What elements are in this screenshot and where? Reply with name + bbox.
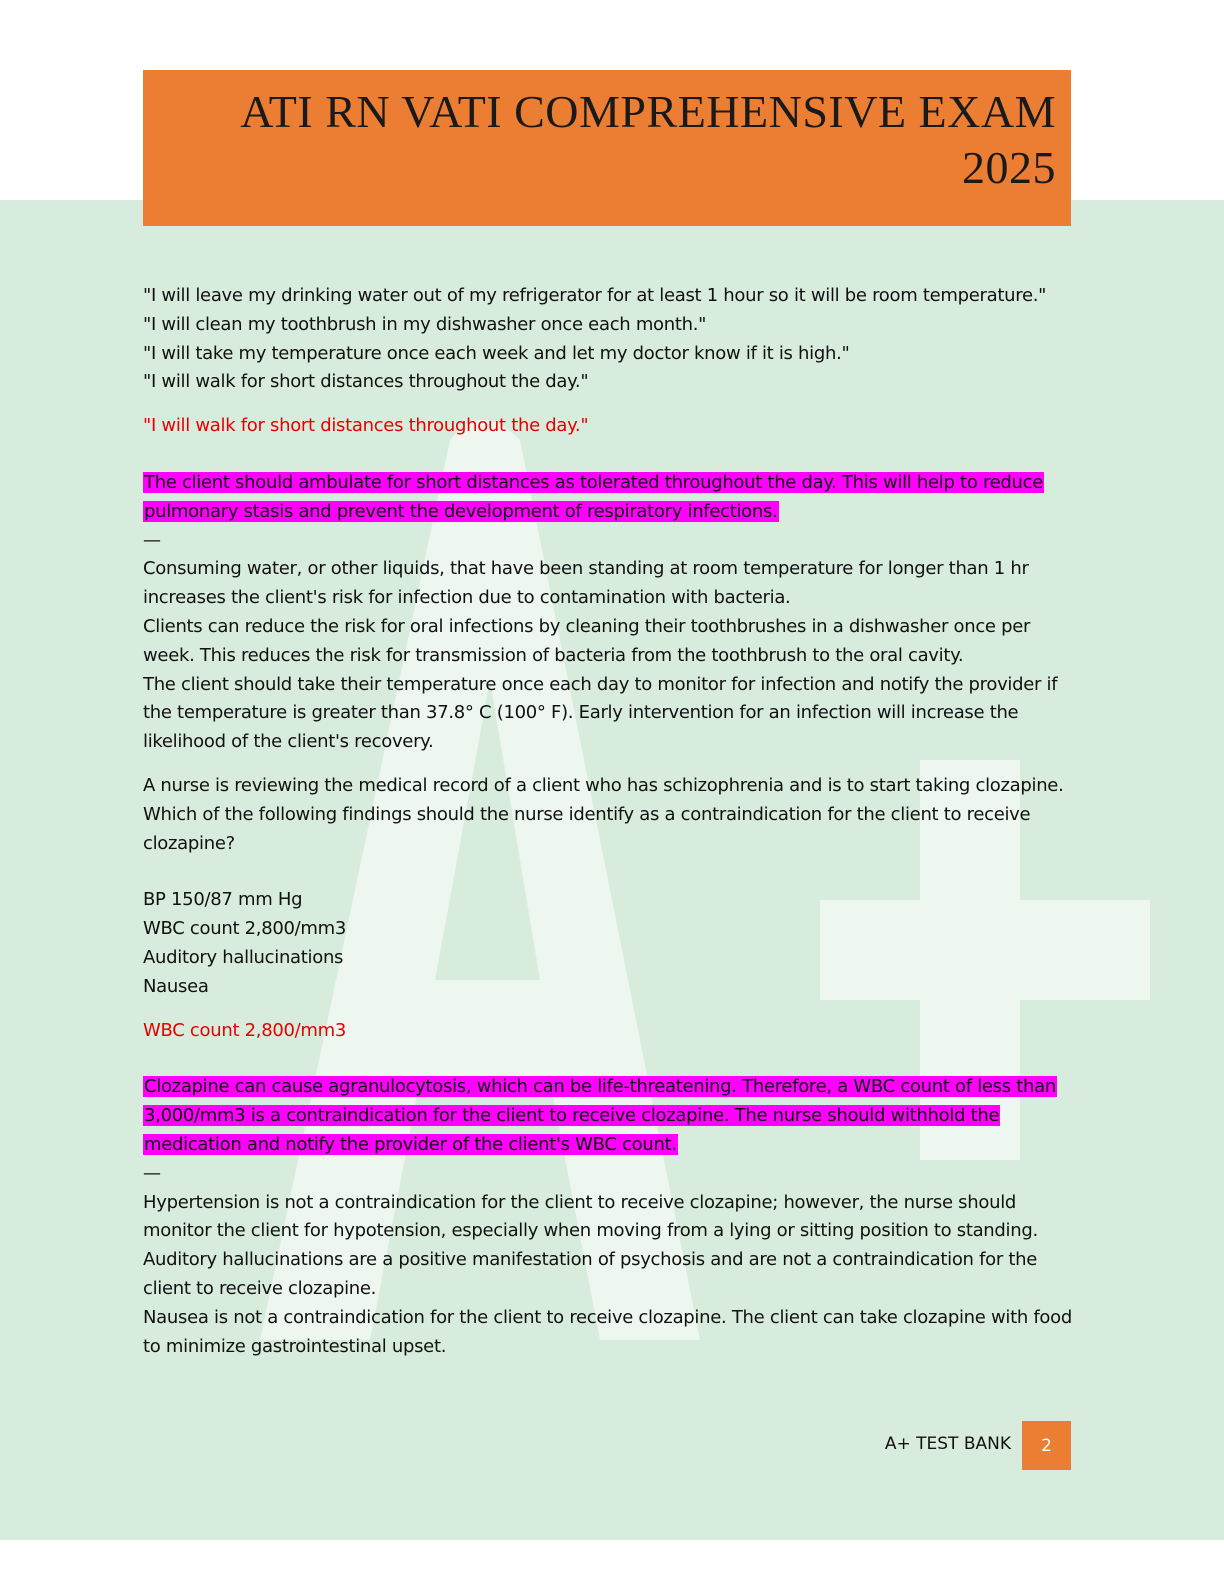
- q1-option: "I will take my temperature once each week and let my doctor know if it is high.": [143, 342, 850, 364]
- q2-distractor-explanation: Auditory hallucinations are a positive manifestation of psychosis and are not a contraindication for the client to receive clozapine.: [143, 1249, 1037, 1299]
- q2-rationale-highlight: Clozapine can cause agranulocytosis, which can be life-threatening. Therefore, a WBC count of less than 3,000/mm3 is a contraindication for the client to receive clozapine. The nurse should withhold the medication and notify the provider of the client's WBC count.: [144, 1076, 1056, 1155]
- q1-distractor-explanation: The client should take their temperature once each day to monitor for infection and notify the provider if the temperature is greater than 37.8° C (100° F). Early intervention for an infection will increase the likelihood of the client's recovery.: [143, 673, 1058, 753]
- q1-option: "I will clean my toothbrush in my dishwasher once each month.": [143, 313, 707, 335]
- header-banner: [143, 70, 1071, 226]
- footer-label: A+ TEST BANK: [884, 1434, 1011, 1454]
- q2-rationale: [143, 1073, 1073, 1159]
- q1-option: "I will leave my drinking water out of my refrigerator for at least 1 hour so it will be room temperature.": [143, 285, 1047, 306]
- q1-rationale-highlight: The client should ambulate for short distances as tolerated throughout the day. This will help to reduce pulmonary stasis and prevent the development of respiratory infections.: [144, 471, 1044, 522]
- q1-distractor-explanation: Clients can reduce the risk for oral infections by cleaning their toothbrushes in a dishwasher once per week. This reduces the risk for transmission of bacteria from the toothbrush to the oral cavity.: [143, 615, 1031, 666]
- q2-option: Nausea: [143, 975, 209, 997]
- q2-separator: —: [143, 1162, 161, 1184]
- document-body: [143, 282, 1073, 1361]
- q2-option: BP 150/87 mm Hg: [143, 889, 303, 911]
- q2-distractor-explanation: Hypertension is not a contraindication for the client to receive clozapine; however, the nurse should monitor the client for hypotension, especially when moving from a lying or sitting position to standing.: [143, 1191, 1038, 1242]
- q1-option: "I will walk for short distances throughout the day.": [143, 371, 589, 393]
- page-title: [240, 84, 1056, 196]
- q1-separator: —: [143, 529, 161, 551]
- title-line-2: 2025: [962, 142, 1056, 193]
- q2-option: WBC count 2,800/mm3: [143, 918, 347, 940]
- title-line-1: ATI RN VATI COMPREHENSIVE EXAM: [240, 86, 1056, 137]
- q2-correct-answer: WBC count 2,800/mm3: [143, 1019, 347, 1041]
- q2-stem: A nurse is reviewing the medical record of a client who has schizophrenia and is to start taking clozapine. Which of the following findings should the nurse identify as a contraindication for the client to receive clozapine?: [143, 774, 1064, 854]
- q1-distractor-explanation: Consuming water, or other liquids, that have been standing at room temperature for longer than 1 hr increases the client's risk for infection due to contamination with bacteria.: [143, 558, 1029, 609]
- q2-distractor-explanation: Nausea is not a contraindication for the client to receive clozapine. The client can take clozapine with food to minimize gastrointestinal upset.: [143, 1306, 1072, 1357]
- q2-option: Auditory hallucinations: [143, 946, 344, 968]
- q1-correct-answer: "I will walk for short distances throughout the day.": [143, 415, 589, 437]
- q1-rationale: [143, 469, 1073, 527]
- page-number: 2: [1022, 1421, 1071, 1470]
